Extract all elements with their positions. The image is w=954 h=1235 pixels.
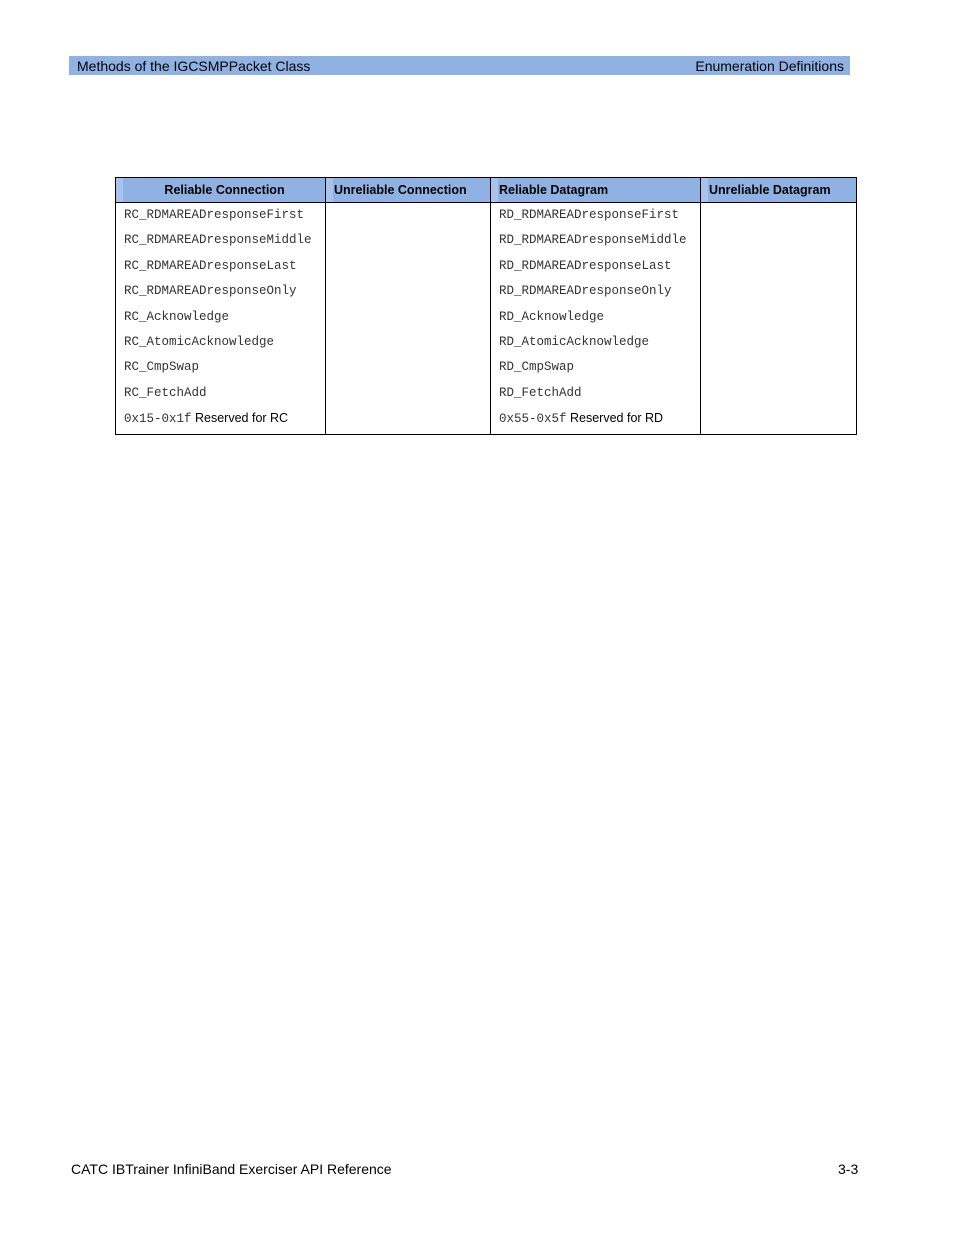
enum-value: RD_RDMAREADresponseMiddle — [499, 233, 687, 248]
reserved-text: Reserved for RD — [570, 411, 664, 426]
enum-value: RC_Acknowledge — [124, 309, 230, 324]
table-header-row — [116, 178, 857, 203]
enum-value: RC_RDMAREADresponseMiddle — [124, 233, 312, 248]
footer-document-title: CATC IBTrainer InfiniBand Exerciser API Reference — [71, 1161, 392, 1177]
reserved-text: Reserved for RC — [195, 411, 289, 426]
cell-unreliable-connection — [326, 203, 491, 435]
enum-value: RC_CmpSwap — [124, 360, 200, 375]
column-header-reliable-connection: Reliable Connection — [116, 178, 326, 203]
enum-value: RC_FetchAdd — [124, 385, 207, 400]
column-header-reliable-datagram: Reliable Datagram — [491, 178, 701, 203]
reserved-code: 0x55-0x5f — [499, 412, 567, 427]
header-chapter-title: Enumeration Definitions — [695, 58, 844, 74]
reserved-code: 0x15-0x1f — [124, 412, 192, 427]
running-header — [69, 56, 850, 75]
cell-reliable-connection — [116, 203, 326, 435]
enum-value: RC_AtomicAcknowledge — [124, 334, 275, 349]
column-header-unreliable-connection: Unreliable Connection — [326, 178, 491, 203]
enum-value: RD_Acknowledge — [499, 309, 605, 324]
enum-value: RC_RDMAREADresponseLast — [124, 258, 297, 273]
enum-value: RD_FetchAdd — [499, 385, 582, 400]
enum-value: RC_RDMAREADresponseOnly — [124, 284, 297, 299]
enum-value: RD_AtomicAcknowledge — [499, 334, 650, 349]
enum-value: RD_RDMAREADresponseLast — [499, 258, 672, 273]
table-row — [116, 203, 857, 435]
column-header-unreliable-datagram: Unreliable Datagram — [701, 178, 857, 203]
reserved-range — [499, 410, 692, 430]
enum-value: RD_RDMAREADresponseFirst — [499, 208, 680, 222]
reserved-range — [124, 410, 317, 430]
footer-page-number: 3-3 — [838, 1161, 859, 1177]
enum-value: RD_CmpSwap — [499, 360, 575, 375]
cell-reliable-datagram — [491, 203, 701, 435]
enum-value: RC_RDMAREADresponseFirst — [124, 208, 305, 222]
header-section-title: Methods of the IGCSMPPacket Class — [77, 58, 311, 74]
enumeration-table — [115, 177, 857, 435]
cell-unreliable-datagram — [701, 203, 857, 435]
enum-value: RD_RDMAREADresponseOnly — [499, 284, 672, 299]
